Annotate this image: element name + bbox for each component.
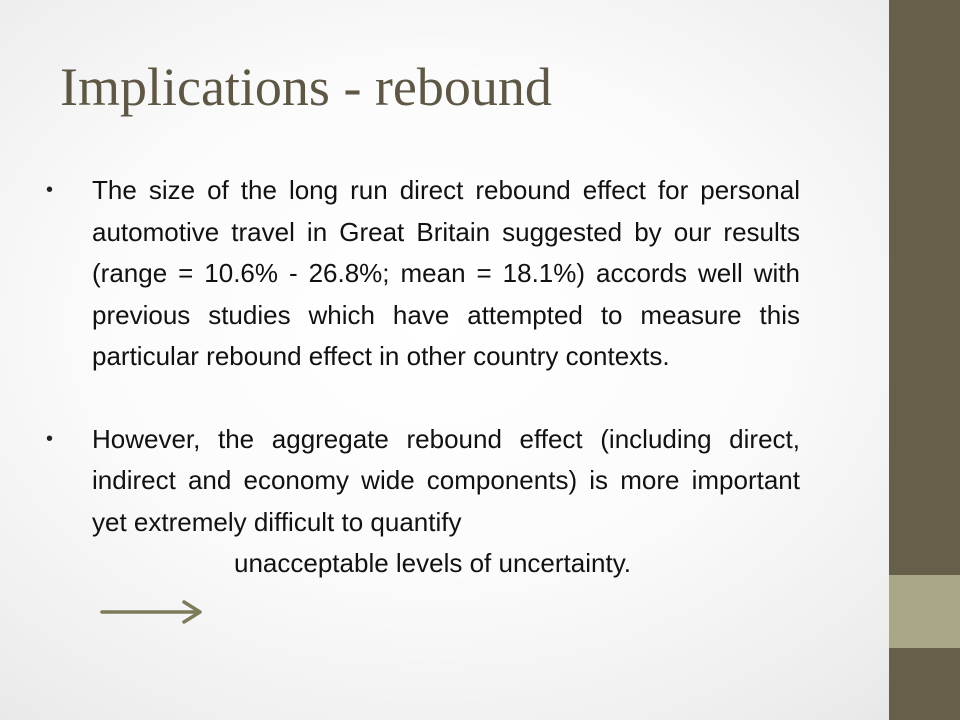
bullet-glyph: • [46,427,54,450]
bullet-conclusion: unacceptable levels of uncertainty. [234,548,631,578]
bullet-text: However, the aggregate rebound effect (including direct, indirect and economy wide components) is more important yet extremely difficult to quantify [92,423,800,537]
slide-title: Implications - rebound [60,57,552,117]
right-arrow-icon [100,598,208,626]
bullet-list [46,170,800,585]
bullet-text: The size of the long run direct rebound effect for personal automotive travel in Great Britain suggested by our results (range = 10.6% - 26.8%; mean = 18.1%) accords well with previous studies which have attempted to measure this particular rebound effect in other country contexts. [92,175,800,371]
bullet-glyph: • [46,179,54,201]
bullet-item [46,419,800,585]
sidebar-accent-block [889,575,960,648]
bullet-item [46,170,800,378]
